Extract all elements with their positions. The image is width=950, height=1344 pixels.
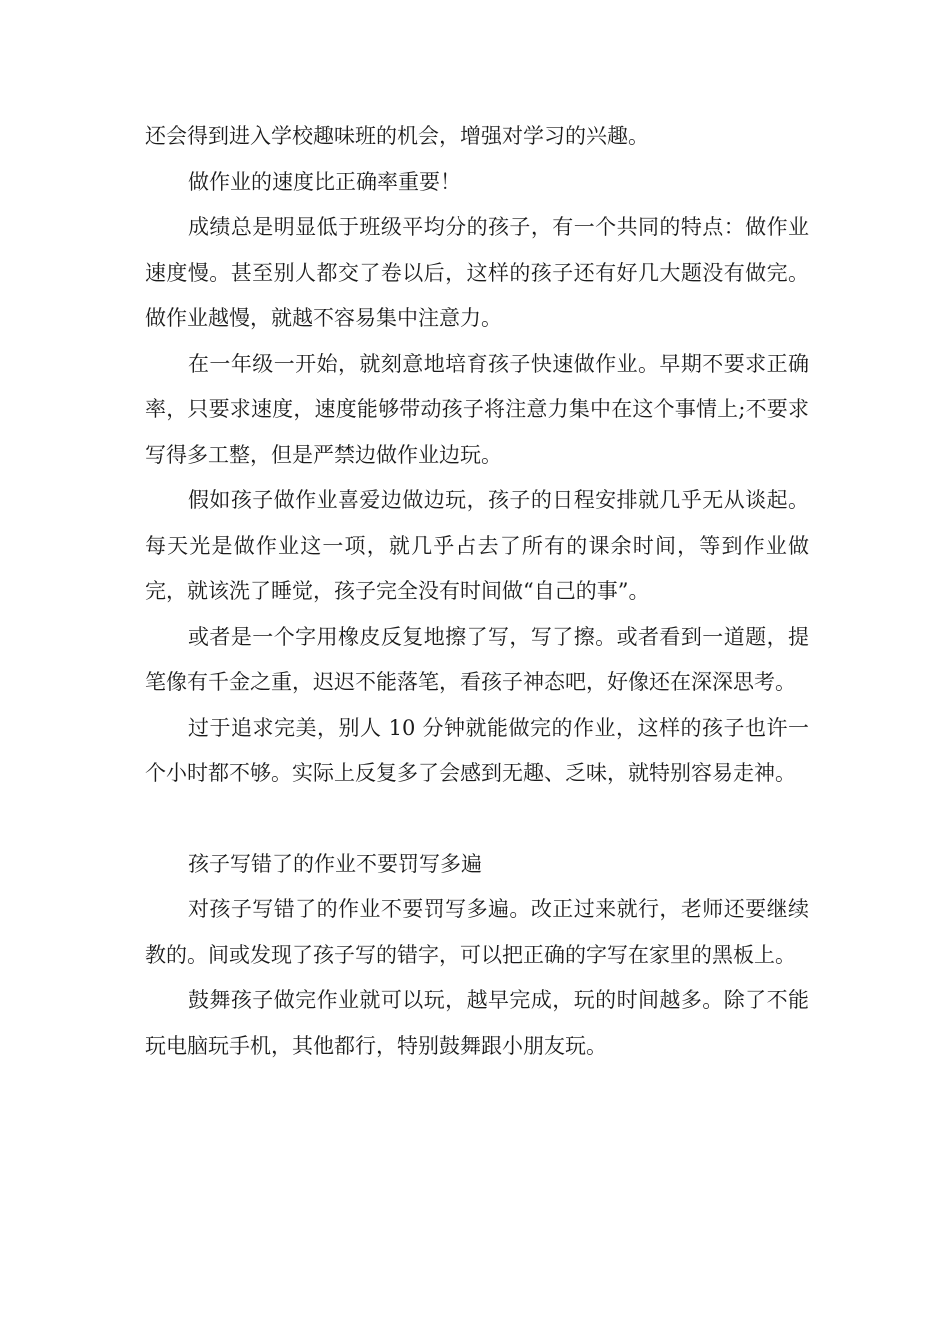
- paragraph: 在一年级一开始，就刻意地培育孩子快速做作业。早期不要求正确率，只要求速度，速度能够带动孩子将注意力集中在这个事情上;不要求写得多工整，但是严禁边做作业边玩。: [145, 351, 809, 467]
- paragraph: 过于追求完美，别人 10 分钟就能做完的作业，这样的孩子也许一个小时都不够。实际上反复多了会感到无趣、乏味，就特别容易走神。: [145, 715, 809, 785]
- paragraph: 或者是一个字用橡皮反复地擦了写，写了擦。或者看到一道题，提笔像有千金之重，迟迟不能落笔，看孩子神态吧，好像还在深深思考。: [145, 624, 809, 694]
- paragraph: 鼓舞孩子做完作业就可以玩，越早完成，玩的时间越多。除了不能玩电脑玩手机，其他都行，特别鼓舞跟小朋友玩。: [145, 988, 809, 1058]
- document-body: [145, 114, 809, 1069]
- section-heading-corrections: 孩子写错了的作业不要罚写多遍: [188, 851, 482, 876]
- paragraph-continuation: 还会得到进入学校趣味班的机会，增强对学习的兴趣。: [145, 124, 649, 148]
- paragraph: 假如孩子做作业喜爱边做边玩，孩子的日程安排就几乎无从谈起。每天光是做作业这一项，就几乎占去了所有的课余时间，等到作业做完，就该洗了睡觉，孩子完全没有时间做“自己的事”。: [145, 488, 809, 603]
- section-heading-speed: 做作业的速度比正确率重要！: [188, 169, 461, 194]
- paragraph: 对孩子写错了的作业不要罚写多遍。改正过来就行，老师还要继续教的。间或发现了孩子写的错字，可以把正确的字写在家里的黑板上。: [145, 897, 809, 967]
- paragraph: 成绩总是明显低于班级平均分的孩子，有一个共同的特点：做作业速度慢。甚至别人都交了卷以后，这样的孩子还有好几大题没有做完。做作业越慢，就越不容易集中注意力。: [145, 215, 809, 330]
